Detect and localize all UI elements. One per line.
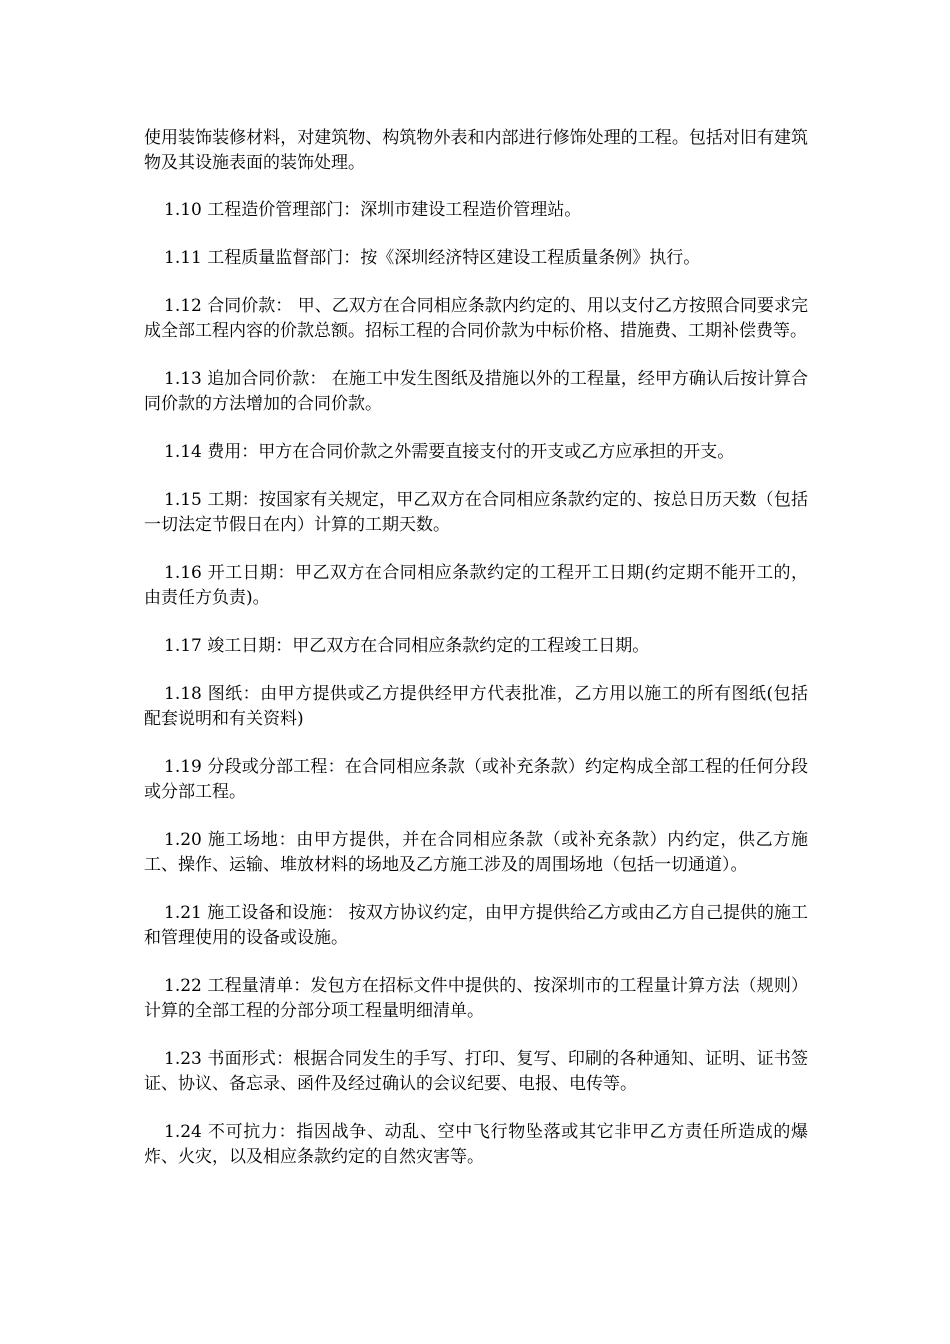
- clause-1-18: 1.18 图纸：由甲方提供或乙方提供经甲方代表批准，乙方用以施工的所有图纸(包括配套说明和有关资料): [144, 684, 808, 729]
- clause-1-15: 1.15 工期：按国家有关规定，甲乙双方在合同相应条款约定的、按总日历天数（包括一切法定节假日在内）计算的工期天数。: [144, 490, 808, 535]
- clause-1-11: 1.11 工程质量监督部门：按《深圳经济特区建设工程质量条例》执行。: [164, 248, 701, 268]
- clause-1-17: 1.17 竣工日期：甲乙双方在合同相应条款约定的工程竣工日期。: [164, 636, 650, 656]
- paragraph-continuation: 使用装饰装修材料，对建筑物、构筑物外表和内部进行修饰处理的工程。包括对旧有建筑物及其设施表面的装饰处理。: [144, 128, 808, 173]
- clause-1-13: 1.13 追加合同价款： 在施工中发生图纸及措施以外的工程量，经甲方确认后按计算合同价款的方法增加的合同价款。: [144, 369, 808, 414]
- document-page: [144, 126, 808, 1193]
- clause-1-12: 1.12 合同价款： 甲、乙双方在合同相应条款内约定的、用以支付乙方按照合同要求完成全部工程内容的价款总额。招标工程的合同价款为中标价格、措施费、工期补偿费等。: [144, 296, 808, 341]
- clause-1-14: 1.14 费用：甲方在合同价款之外需要直接支付的开支或乙方应承担的开支。: [164, 442, 735, 462]
- clause-1-19: 1.19 分段或分部工程：在合同相应条款（或补充条款）约定构成全部工程的任何分段或分部工程。: [144, 757, 808, 802]
- clause-1-22: 1.22 工程量清单：发包方在招标文件中提供的、按深圳市的工程量计算方法（规则）计算的全部工程的分部分项工程量明细清单。: [144, 976, 808, 1021]
- clause-1-24: 1.24 不可抗力：指因战争、动乱、空中飞行物坠落或其它非甲乙方责任所造成的爆炸、火灾，以及相应条款约定的自然灾害等。: [144, 1122, 808, 1167]
- clause-1-21: 1.21 施工设备和设施： 按双方协议约定，由甲方提供给乙方或由乙方自己提供的施工和管理使用的设备或设施。: [144, 903, 808, 948]
- clause-1-20: 1.20 施工场地：由甲方提供，并在合同相应条款（或补充条款）内约定，供乙方施工、操作、运输、堆放材料的场地及乙方施工涉及的周围场地（包括一切通道）。: [144, 830, 808, 875]
- clause-1-23: 1.23 书面形式：根据合同发生的手写、打印、复写、印刷的各种通知、证明、证书签证、协议、备忘录、函件及经过确认的会议纪要、电报、电传等。: [144, 1049, 808, 1094]
- clause-1-16: 1.16 开工日期：甲乙双方在合同相应条款约定的工程开工日期(约定期不能开工的，由责任方负责)。: [144, 563, 808, 608]
- clause-1-10: 1.10 工程造价管理部门：深圳市建设工程造价管理站。: [164, 200, 582, 220]
